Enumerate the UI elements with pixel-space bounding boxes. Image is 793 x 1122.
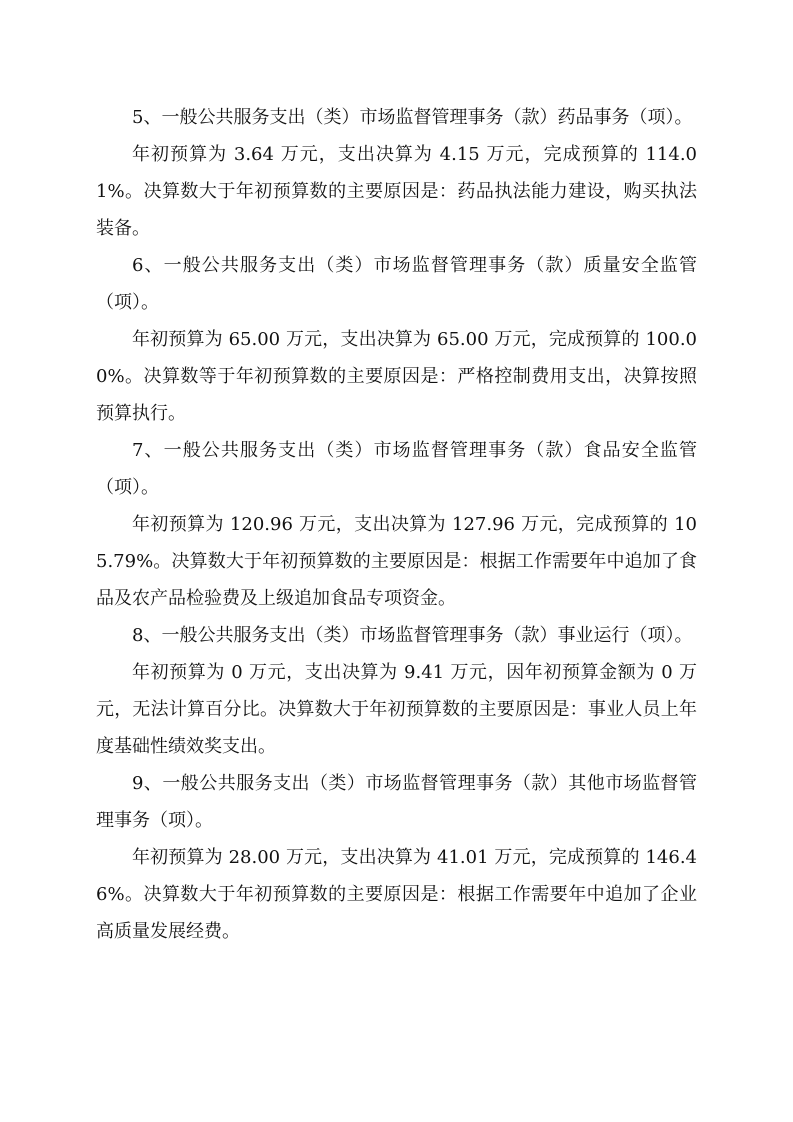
- item-8-detail: 年初预算为 0 万元，支出决算为 9.41 万元，因年初预算金额为 0 万元，无法计算百分比。决算数大于年初预算数的主要原因是：事业人员上年度基础性绩效奖支出。: [96, 662, 697, 757]
- item-5-heading: 5、一般公共服务支出（类）市场监督管理事务（款）药品事务（项）。: [132, 107, 693, 128]
- item-9-detail: 年初预算为 28.00 万元，支出决算为 41.01 万元，完成预算的 146.46%。决算数大于年初预算数的主要原因是：根据工作需要年中追加了企业高质量发展经费。: [96, 847, 697, 942]
- item-6-detail: 年初预算为 65.00 万元，支出决算为 65.00 万元，完成预算的 100.00%。决算数等于年初预算数的主要原因是：严格控制费用支出，决算按照预算执行。: [96, 329, 697, 424]
- item-7-detail: 年初预算为 120.96 万元，支出决算为 127.96 万元，完成预算的 105.79%。决算数大于年初预算数的主要原因是：根据工作需要年中追加了食品及农产品检验费及上级追加食品专项资金。: [96, 514, 697, 609]
- item-6-heading: 6、一般公共服务支出（类）市场监督管理事务（款）质量安全监管（项）。: [96, 255, 697, 313]
- item-9-heading: 9、一般公共服务支出（类）市场监督管理事务（款）其他市场监督管理事务（项）。: [96, 773, 697, 831]
- item-8-heading: 8、一般公共服务支出（类）市场监督管理事务（款）事业运行（项）。: [132, 625, 693, 646]
- item-5-detail: 年初预算为 3.64 万元，支出决算为 4.15 万元，完成预算的 114.01%。决算数大于年初预算数的主要原因是：药品执法能力建设，购买执法装备。: [96, 144, 697, 239]
- item-7-heading: 7、一般公共服务支出（类）市场监督管理事务（款）食品安全监管（项）。: [96, 440, 697, 498]
